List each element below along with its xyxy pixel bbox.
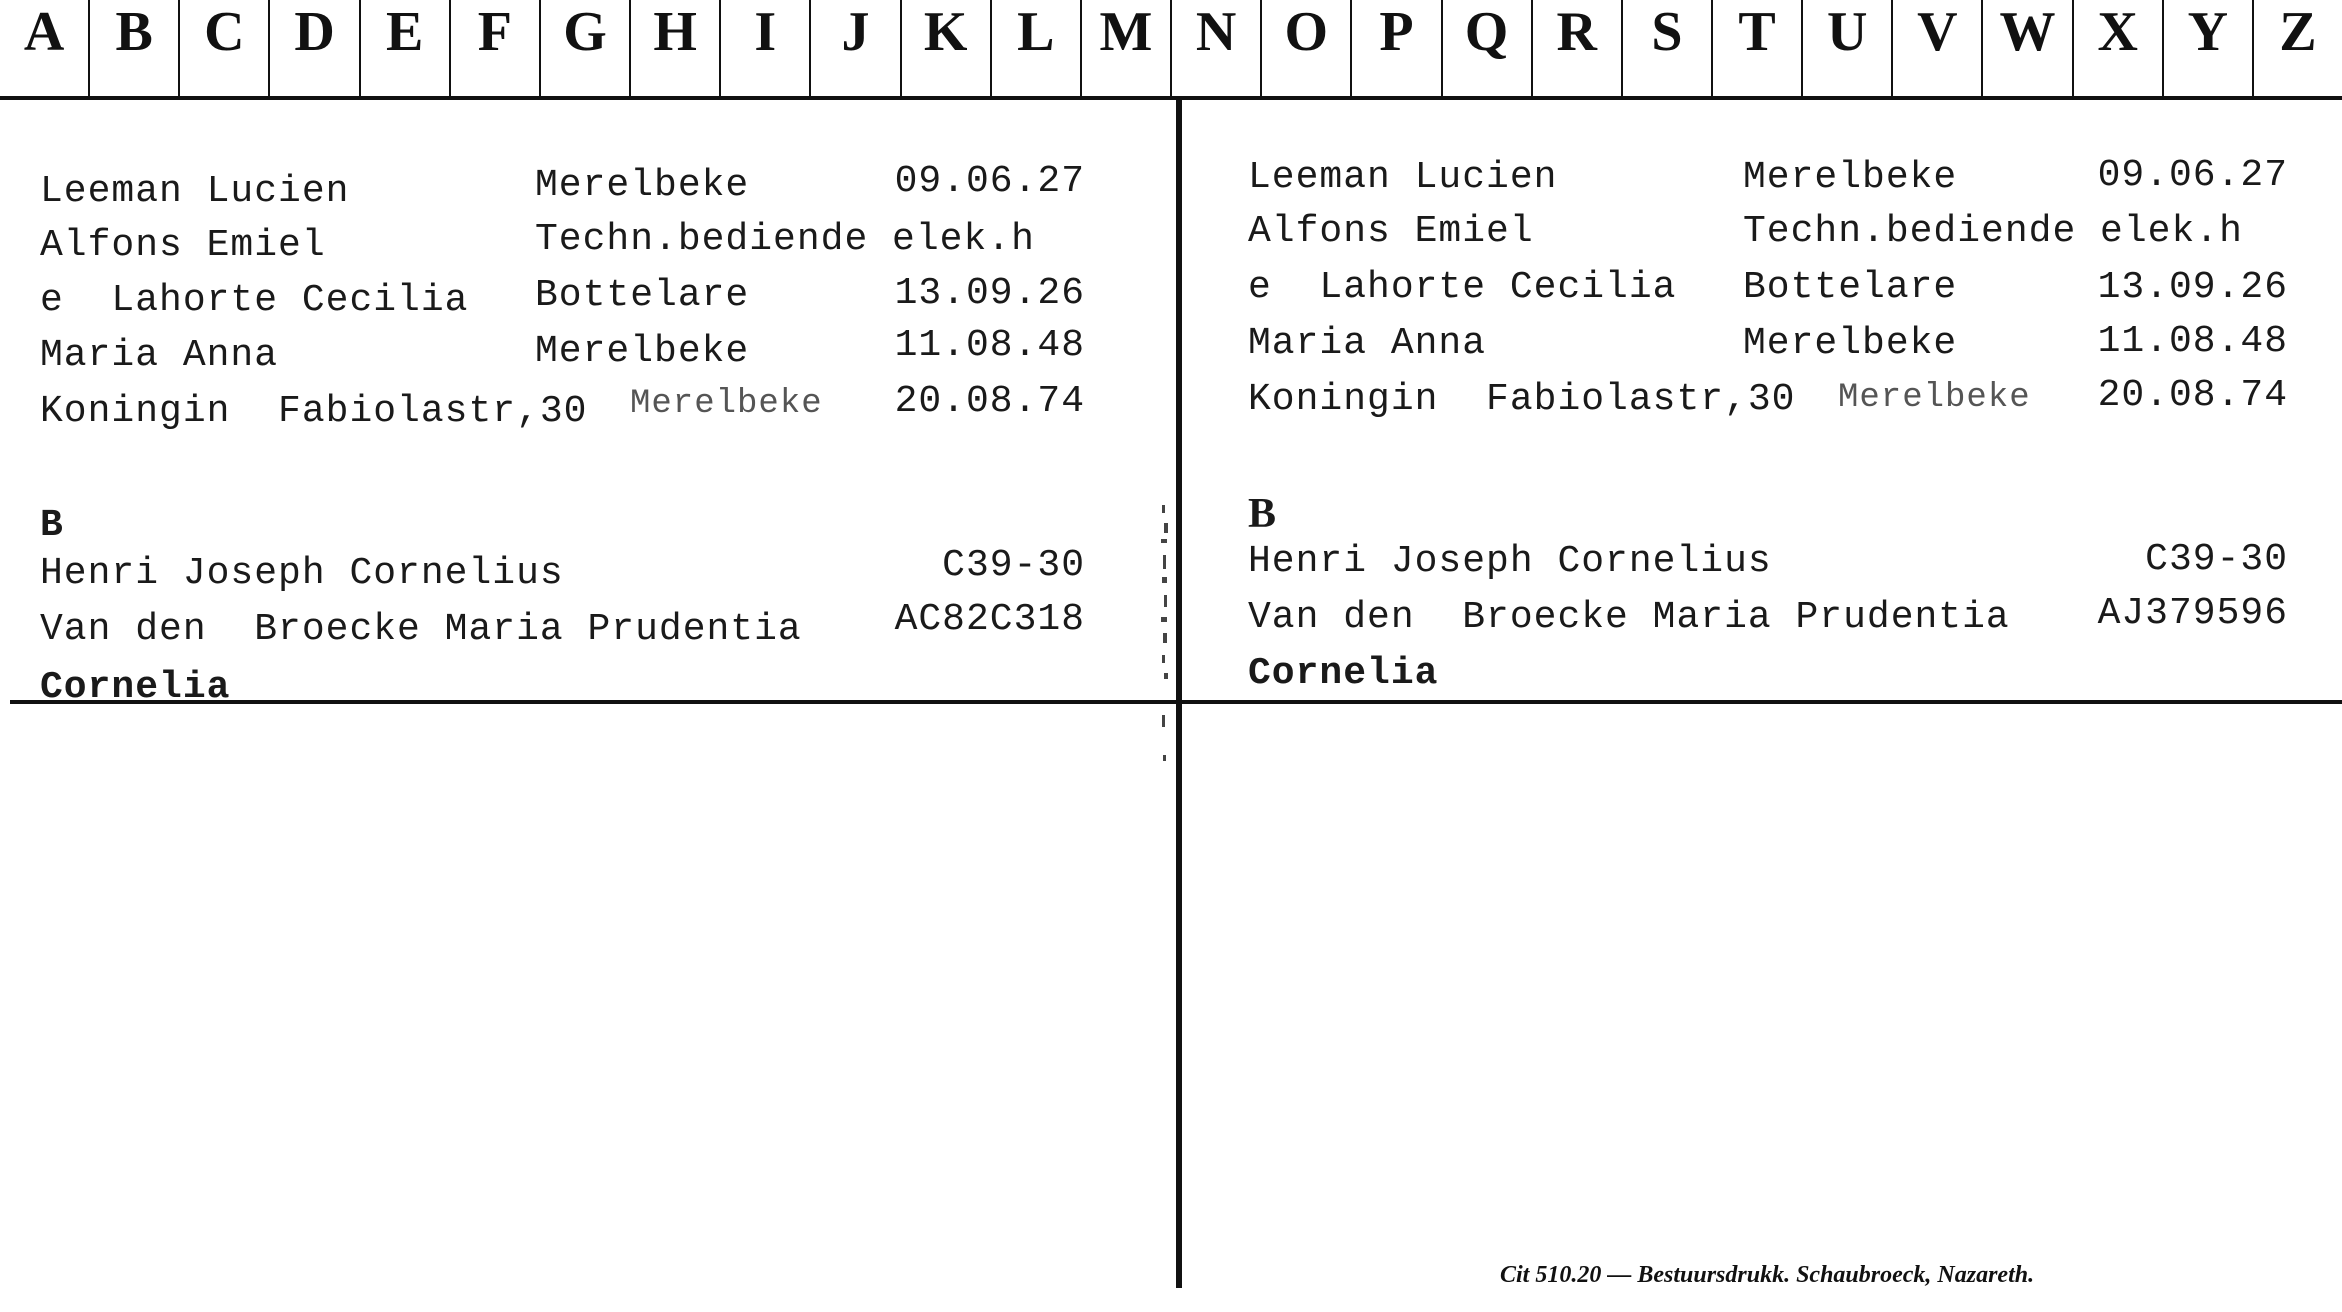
spouse-forenames: Maria Anna [1248,322,1487,365]
head-name: Leeman Lucien [1248,156,1558,199]
spouse-place-2: Merelbeke [1743,322,1958,365]
child-family-name: Van den Broecke Maria Prudentia [1248,596,2010,639]
address: Koningin Fabiolastr,30 [40,390,588,433]
spouse-birth-date: 13.09.26 [2097,266,2288,309]
index-letter-k: K [902,0,992,96]
index-letter-y: Y [2164,0,2254,96]
child-extra-name: Cornelia [1248,652,1439,695]
spouse-name: e Lahorte Cecilia [1248,266,1677,309]
index-letter-e: E [361,0,451,96]
child-forenames: Henri Joseph Cornelius [1248,540,1772,583]
address-date: 20.08.74 [2097,374,2288,417]
index-letter-j: J [811,0,901,96]
spouse-name: e Lahorte Cecilia [40,279,469,322]
index-letter-m: M [1082,0,1172,96]
index-letter-v: V [1893,0,1983,96]
index-letter-u: U [1803,0,1893,96]
left-card [40,0,1140,1312]
index-letter-s: S [1623,0,1713,96]
spouse-date-2: 11.08.48 [2097,320,2288,363]
index-letter-f: F [451,0,541,96]
index-letter-t: T [1713,0,1803,96]
index-letter-a: A [0,0,90,96]
address-place: Merelbeke [630,385,823,423]
spouse-birth-date: 13.09.26 [894,272,1085,315]
child-reference: AC82C318 [894,598,1085,641]
head-place: Merelbeke [535,164,750,207]
index-letter-r: R [1533,0,1623,96]
index-letter-p: P [1352,0,1442,96]
index-letter-x: X [2074,0,2164,96]
child-code: C39-30 [2145,538,2288,581]
center-divider [1176,100,1182,1288]
index-letter-d: D [270,0,360,96]
index-letter-b: B [90,0,180,96]
right-card [1248,0,2308,1312]
head-occupation: Techn.bediende elek.h [1743,210,2243,253]
spouse-date-2: 11.08.48 [894,324,1085,367]
child-code: C39-30 [942,544,1085,587]
index-letter-h: H [631,0,721,96]
index-letter-n: N [1172,0,1262,96]
section-letter: B [40,504,64,547]
head-birth-date: 09.06.27 [2097,154,2288,197]
index-letter-o: O [1262,0,1352,96]
index-letter-q: Q [1443,0,1533,96]
head-name: Leeman Lucien [40,170,350,213]
section-letter: B [1248,491,1278,537]
child-forenames: Henri Joseph Cornelius [40,552,564,595]
head-forenames: Alfons Emiel [1248,210,1534,253]
index-letter-g: G [541,0,631,96]
spouse-place: Bottelare [1743,266,1958,309]
head-occupation: Techn.bediende elek.h [535,218,1035,261]
child-extra-name: Cornelia [40,666,231,709]
head-place: Merelbeke [1743,156,1958,199]
index-letter-w: W [1983,0,2073,96]
head-birth-date: 09.06.27 [894,160,1085,203]
printer-imprint: Cit 510.20 — Bestuursdrukk. Schaubroeck, Nazareth. [1500,1262,2035,1288]
head-forenames: Alfons Emiel [40,224,326,267]
index-letter-c: C [180,0,270,96]
spouse-place: Bottelare [535,274,750,317]
address-place: Merelbeke [1838,379,2031,417]
address: Koningin Fabiolastr,30 [1248,378,1796,421]
child-reference: AJ379596 [2097,592,2288,635]
index-letter-z: Z [2279,1,2317,63]
index-letter-i: I [721,0,811,96]
child-family-name: Van den Broecke Maria Prudentia [40,608,802,651]
spouse-place-2: Merelbeke [535,330,750,373]
perforation-marks [1154,505,1174,775]
address-date: 20.08.74 [894,380,1085,423]
index-letter-l: L [992,0,1082,96]
spouse-forenames: Maria Anna [40,334,279,377]
